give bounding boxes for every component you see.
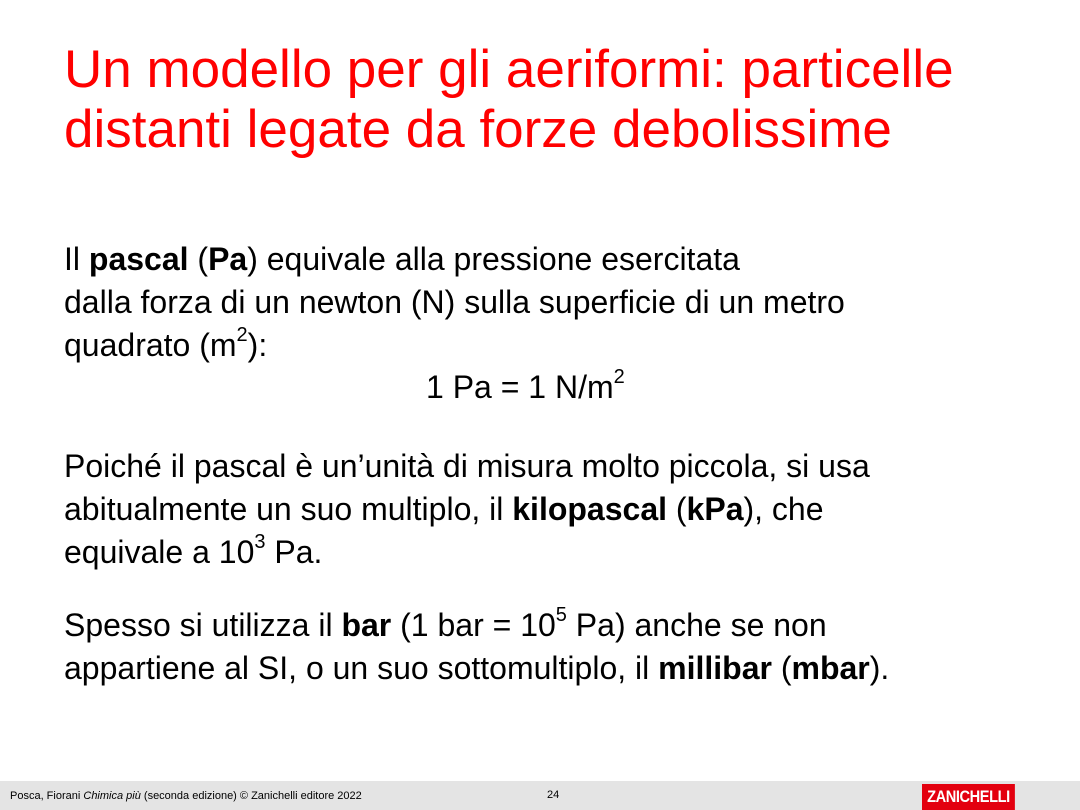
text-run: abitualmente un suo multiplo, il	[64, 491, 513, 527]
slide-title: Un modello per gli aeriformi: particelle distanti legate da forze debolissime	[64, 40, 954, 159]
pascal-formula	[426, 366, 625, 409]
text-run: Spesso si utilizza il	[64, 607, 342, 643]
symbol-kpa: kPa	[686, 491, 744, 527]
term-millibar: millibar	[658, 650, 772, 686]
text-run: (	[188, 241, 209, 277]
footer-credit	[10, 789, 362, 803]
text-run: equivale a 10	[64, 534, 255, 570]
page-number: 24	[547, 789, 560, 801]
credit-book-title: Chimica più	[83, 790, 141, 802]
text-run: Il	[64, 241, 89, 277]
superscript: 5	[555, 604, 567, 626]
text-run: (	[771, 650, 792, 686]
text-run: quadrato (m	[64, 327, 237, 363]
term-pascal: pascal	[88, 241, 189, 277]
footer-bar	[0, 781, 1080, 810]
kilopascal-paragraph	[64, 445, 1054, 574]
credit-authors: Posca, Fiorani	[10, 790, 84, 802]
formula-text: 1 Pa = 1 N/m	[426, 369, 614, 405]
text-run: ):	[247, 327, 268, 363]
term-bar: bar	[341, 607, 392, 643]
superscript: 2	[613, 366, 625, 388]
text-run: ).	[869, 650, 890, 686]
text-run: (1 bar = 10	[391, 607, 556, 643]
zanichelli-logo: ZANICHELLI	[922, 784, 1015, 810]
superscript: 3	[254, 531, 266, 553]
term-kilopascal: kilopascal	[512, 491, 667, 527]
text-run: ), che	[743, 491, 824, 527]
bar-paragraph	[64, 604, 1054, 690]
superscript: 2	[236, 324, 248, 346]
text-run: Pa.	[265, 534, 323, 570]
text-run: dalla forza di un newton (N) sulla superficie di un metro	[64, 284, 845, 320]
text-run: (	[667, 491, 687, 527]
text-run: Poiché il pascal è un’unità di misura molto piccola, si usa	[64, 448, 870, 484]
credit-publisher: (seconda edizione) © Zanichelli editore 2022	[140, 790, 362, 802]
symbol-pa: Pa	[208, 241, 248, 277]
symbol-mbar: mbar	[791, 650, 870, 686]
text-run: Pa) anche se non	[566, 607, 827, 643]
pascal-definition-paragraph	[64, 238, 1054, 367]
text-run: appartiene al SI, o un suo sottomultiplo, il	[64, 650, 659, 686]
text-run: ) equivale alla pressione esercitata	[247, 241, 740, 277]
